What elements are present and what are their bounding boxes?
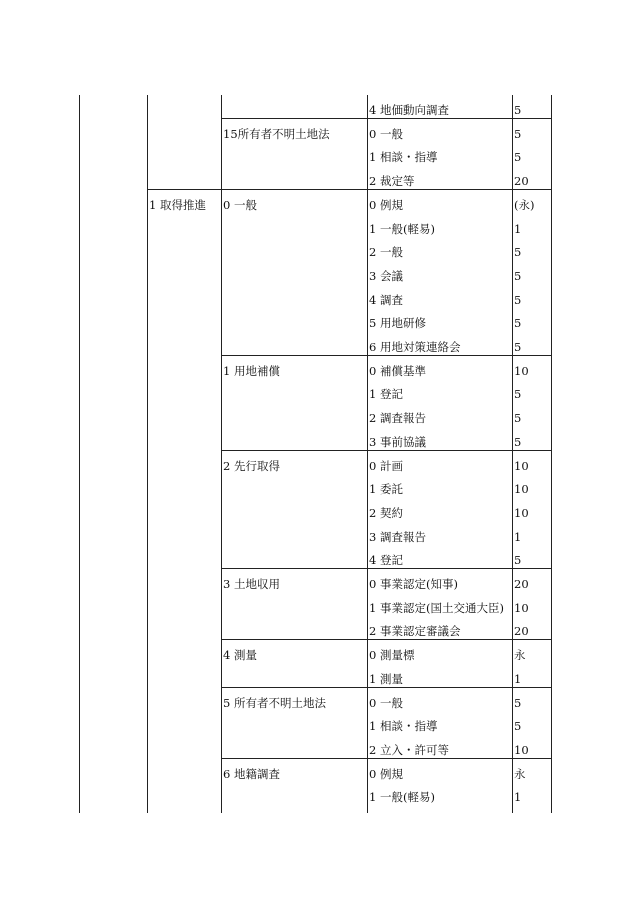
item-label: 0 測量標 <box>369 648 415 663</box>
retention-years: 10 <box>514 458 529 473</box>
column-rule <box>551 95 552 813</box>
retention-years: 5 <box>514 268 522 283</box>
item-label: 2 裁定等 <box>369 174 415 189</box>
retention-years: 5 <box>514 411 522 426</box>
retention-years: (永) <box>514 197 535 212</box>
category-level3-label: 1 用地補償 <box>223 363 280 378</box>
row-divider <box>221 568 551 569</box>
row-divider <box>221 450 551 451</box>
item-label: 0 一般 <box>369 126 403 141</box>
retention-years: 永 <box>514 648 526 663</box>
retention-years: 20 <box>514 174 529 189</box>
retention-years: 1 <box>514 671 522 686</box>
item-label: 4 調査 <box>369 292 403 307</box>
retention-years: 5 <box>514 245 522 260</box>
item-label: 0 計画 <box>369 458 403 473</box>
retention-years: 10 <box>514 600 529 615</box>
retention-years: 10 <box>514 742 529 757</box>
item-label: 0 例規 <box>369 766 403 781</box>
item-label: 3 調査報告 <box>369 529 426 544</box>
column-rule <box>221 95 222 813</box>
item-label: 2 事業認定審議会 <box>369 624 461 639</box>
item-label: 3 事前協議 <box>369 434 426 449</box>
category-level3-label: 15所有者不明土地法 <box>223 126 330 141</box>
retention-years: 20 <box>514 577 529 591</box>
item-label: 1 事業認定(国土交通大臣) <box>369 600 504 615</box>
retention-years: 5 <box>514 387 522 402</box>
column-rule <box>367 95 368 813</box>
category-level3-label: 5 所有者不明土地法 <box>223 695 326 710</box>
retention-years: 10 <box>514 505 529 520</box>
item-label: 4 登記 <box>369 553 403 568</box>
retention-years: 1 <box>514 790 522 805</box>
item-label: 1 一般(軽易) <box>369 790 435 805</box>
category-level3-label: 3 土地収用 <box>223 577 280 591</box>
item-label: 1 相談・指導 <box>369 719 438 734</box>
item-label: 0 一般 <box>369 695 403 710</box>
item-label: 5 用地研修 <box>369 316 426 331</box>
item-label: 2 立入・許可等 <box>369 742 449 757</box>
category-level2-label: 1 取得推進 <box>149 197 206 212</box>
retention-years: 5 <box>514 292 522 307</box>
column-rule <box>79 95 80 813</box>
retention-years: 永 <box>514 766 526 781</box>
column-rule <box>147 95 148 813</box>
retention-years: 5 <box>514 434 522 449</box>
row-divider <box>147 189 551 190</box>
item-label: 6 用地対策連絡会 <box>369 340 461 354</box>
category-level3-label: 6 地籍調査 <box>223 766 280 781</box>
column-rule <box>512 95 513 813</box>
row-divider <box>221 118 551 119</box>
row-divider <box>221 687 551 688</box>
retention-years: 5 <box>514 553 522 568</box>
row-divider <box>221 758 551 759</box>
item-label: 1 一般(軽易) <box>369 221 435 236</box>
item-label: 4 地価動向調査 <box>369 103 449 117</box>
retention-years: 1 <box>514 529 522 544</box>
retention-years: 5 <box>514 719 522 734</box>
item-label: 0 事業認定(知事) <box>369 577 458 591</box>
retention-years: 20 <box>514 624 529 639</box>
retention-years: 10 <box>514 482 529 497</box>
item-label: 2 一般 <box>369 245 403 260</box>
category-level3-label: 0 一般 <box>223 197 257 212</box>
item-label: 2 契約 <box>369 505 403 520</box>
item-label: 1 測量 <box>369 671 403 686</box>
item-label: 3 会議 <box>369 268 403 283</box>
item-label: 2 調査報告 <box>369 411 426 426</box>
retention-years: 5 <box>514 695 522 710</box>
item-label: 0 補償基準 <box>369 363 426 378</box>
item-label: 1 登記 <box>369 387 403 402</box>
item-label: 1 委託 <box>369 482 403 497</box>
category-level3-label: 4 測量 <box>223 648 257 663</box>
item-label: 0 例規 <box>369 197 403 212</box>
item-label: 1 相談・指導 <box>369 150 438 165</box>
row-divider <box>221 355 551 356</box>
retention-years: 1 <box>514 221 522 236</box>
retention-years: 5 <box>514 150 522 165</box>
retention-years: 5 <box>514 126 522 141</box>
retention-years: 5 <box>514 340 522 354</box>
category-level3-label: 2 先行取得 <box>223 458 280 473</box>
row-divider <box>221 639 551 640</box>
retention-years: 10 <box>514 363 529 378</box>
retention-years: 5 <box>514 103 522 117</box>
retention-years: 5 <box>514 316 522 331</box>
